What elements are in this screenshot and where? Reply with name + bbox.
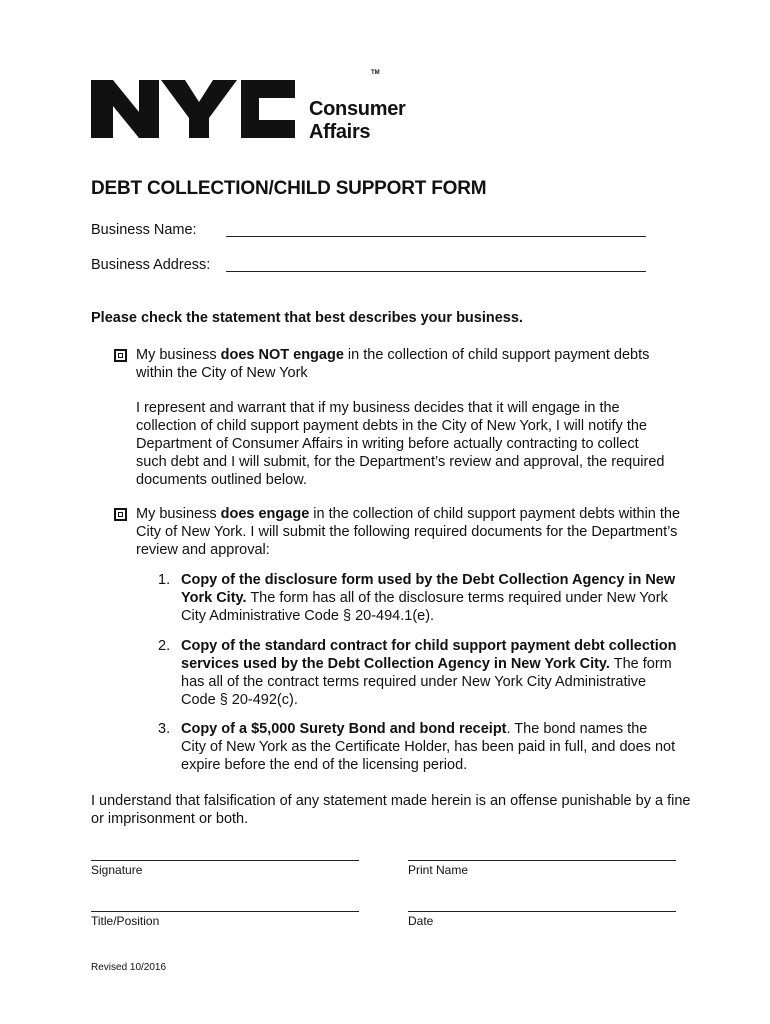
acknowledgement-text: I understand that falsification of any statement made herein is an offense punishable by a fine or imprisonment or both. — [91, 793, 691, 827]
date-field[interactable] — [408, 911, 676, 912]
document-number: 1. — [158, 572, 171, 588]
revision-date: Revised 10/2016 — [91, 962, 167, 973]
instruction-text: Please check the statement that best describes your business. — [91, 310, 523, 326]
does-engage-checkbox[interactable] — [114, 508, 127, 521]
business-name-row — [91, 222, 197, 238]
trademark-mark: TM — [371, 70, 380, 76]
document-item-surety-bond: Copy of a $5,000 Surety Bond and bond receipt. The bond names the City of New York as the Certificate Holder, has been paid in full, and does not expire before the end of the licensing period. — [181, 721, 676, 773]
title-position-field[interactable] — [91, 911, 359, 912]
nyc-logo-icon — [91, 74, 301, 144]
option-does-not-engage: My business does NOT engage in the collection of child support payment debts within the City of New York — [136, 347, 650, 381]
nyc-consumer-affairs-logo — [91, 70, 431, 144]
document-item-standard-contract: Copy of the standard contract for child support payment debt collection services used by the Debt Collection Agency in New York City. The form has all of the contract terms required under New York City Administrative Code § 20-492(c). — [181, 638, 677, 708]
department-name: Consumer Affairs — [309, 98, 406, 143]
form-title: DEBT COLLECTION/CHILD SUPPORT FORM — [91, 178, 487, 199]
business-address-label: Business Address: — [91, 257, 211, 273]
document-number: 2. — [158, 638, 171, 654]
business-name-field[interactable] — [226, 236, 646, 237]
title-position-label: Title/Position — [91, 914, 160, 928]
does-not-engage-checkbox[interactable] — [114, 349, 127, 362]
document-number: 3. — [158, 721, 171, 737]
option-does-engage: My business does engage in the collection of child support payment debts within the City of New York. I will submit the following required documents for the Department’s review and approval: — [136, 506, 681, 558]
business-address-row — [91, 257, 210, 273]
business-address-field[interactable] — [226, 271, 646, 272]
business-name-label: Business Name: — [91, 222, 197, 238]
signature-field[interactable] — [91, 860, 359, 861]
signature-label: Signature — [91, 863, 143, 877]
date-label: Date — [408, 914, 434, 928]
print-name-label: Print Name — [408, 863, 469, 877]
print-name-field[interactable] — [408, 860, 676, 861]
document-item-disclosure-form: Copy of the disclosure form used by the Debt Collection Agency in New York City. The form has all of the disclosure terms required under New York City Administrative Code § 20-494.1(e). — [181, 572, 676, 624]
warranty-statement: I represent and warrant that if my business decides that it will engage in the collection of child support payment debts in the City of New York, I will notify the Department of Consumer Affairs in writing before actually contracting to collect such debt and I will submit, for the Department’s review and approval, the required documents outlined below. — [136, 400, 665, 488]
